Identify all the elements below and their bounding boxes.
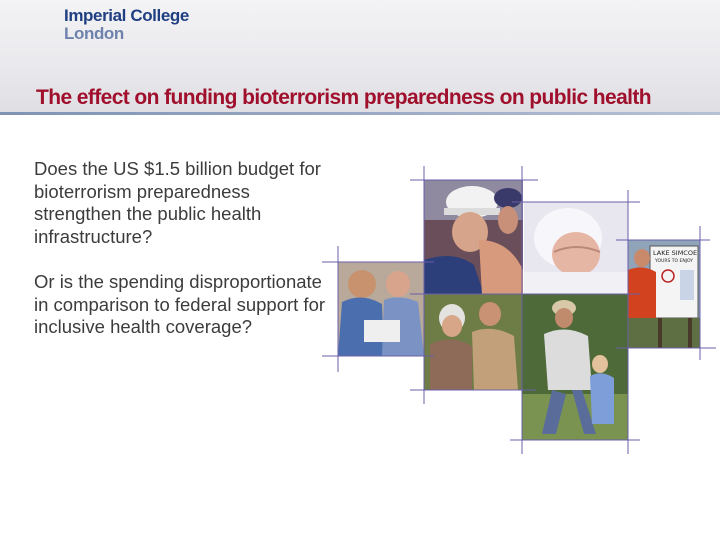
logo-line-2: London [64, 24, 124, 43]
question-paragraph-1: Does the US $1.5 billion budget for bioterrorism preparedness strengthen the public health infrastructure? [34, 158, 321, 247]
question-paragraph-2: Or is the spending disproportionate in comparison to federal support for inclusive health coverage? [34, 271, 326, 337]
logo-line-1: Imperial College [64, 6, 189, 25]
slide-title: The effect on funding bioterrorism preparedness on public health [36, 86, 651, 109]
sign-text-line-2: YOURS TO ENJOY [655, 259, 694, 264]
sign-text-line-1: LAKE SIMCOE [653, 249, 698, 257]
